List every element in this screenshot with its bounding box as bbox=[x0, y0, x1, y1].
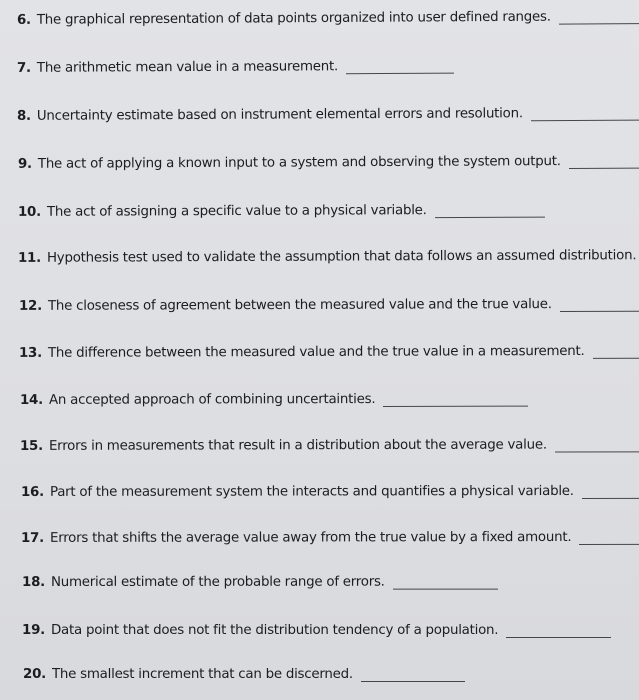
question-15 bbox=[0, 428, 639, 454]
question-text: Uncertainty estimate based on instrument elemental errors and resolution. bbox=[36, 106, 523, 124]
question-number: 14. bbox=[19, 392, 43, 408]
question-20 bbox=[0, 658, 639, 682]
question-text: The smallest increment that can be discerned. bbox=[51, 667, 353, 682]
answer-blank[interactable] bbox=[435, 201, 545, 218]
question-text: The act of assigning a specific value to a physical variable. bbox=[46, 203, 427, 220]
question-number: 16. bbox=[20, 484, 44, 500]
answer-blank[interactable] bbox=[592, 342, 639, 359]
question-number: 8. bbox=[16, 108, 31, 124]
question-text: Errors in measurements that result in a distribution about the average value. bbox=[48, 437, 547, 454]
question-number: 10. bbox=[17, 204, 41, 220]
question-11 bbox=[0, 239, 639, 266]
question-text: Numerical estimate of the probable range of errors. bbox=[50, 574, 385, 590]
question-number: 18. bbox=[21, 574, 45, 590]
question-number: 11. bbox=[17, 250, 41, 266]
question-9 bbox=[0, 145, 639, 172]
question-number: 19. bbox=[22, 623, 45, 638]
question-8 bbox=[0, 97, 639, 124]
question-10 bbox=[0, 193, 639, 220]
answer-blank[interactable] bbox=[393, 573, 498, 590]
question-13 bbox=[0, 335, 639, 361]
answer-blank[interactable] bbox=[506, 621, 611, 638]
answer-blank[interactable] bbox=[383, 390, 528, 407]
answer-blank[interactable] bbox=[579, 528, 639, 545]
question-number: 9. bbox=[17, 156, 32, 172]
question-text: The graphical representation of data points organized into user defined ranges. bbox=[36, 9, 551, 28]
question-14 bbox=[0, 382, 639, 408]
answer-blank[interactable] bbox=[560, 295, 639, 312]
answer-blank[interactable] bbox=[555, 435, 639, 452]
question-text: The closeness of agreement between the measured value and the true value. bbox=[47, 297, 552, 314]
question-6 bbox=[0, 0, 639, 28]
answer-blank[interactable] bbox=[559, 7, 639, 25]
question-number: 15. bbox=[19, 438, 43, 454]
question-text: Hypothesis test used to validate the assumption that data follows an assumed distribution. bbox=[46, 248, 637, 266]
question-19 bbox=[0, 614, 639, 638]
answer-blank[interactable] bbox=[361, 665, 465, 682]
question-16 bbox=[0, 475, 639, 500]
question-text: Data point that does not fit the distribution tendency of a population. bbox=[50, 623, 499, 638]
answer-blank[interactable] bbox=[569, 152, 639, 169]
question-number: 6. bbox=[16, 12, 31, 28]
question-7 bbox=[0, 49, 639, 76]
answer-blank[interactable] bbox=[582, 482, 639, 499]
question-12 bbox=[0, 288, 639, 314]
question-text: The arithmetic mean value in a measurement. bbox=[36, 59, 339, 76]
question-17 bbox=[0, 521, 639, 546]
question-number: 20. bbox=[23, 667, 46, 682]
question-18 bbox=[0, 565, 639, 590]
question-number: 12. bbox=[18, 298, 42, 314]
question-text: The act of applying a known input to a system and observing the system output. bbox=[37, 154, 561, 172]
question-number: 7. bbox=[16, 60, 31, 76]
question-text: Errors that shifts the average value away from the true value by a fixed amount. bbox=[49, 530, 572, 546]
question-number: 13. bbox=[18, 345, 42, 361]
question-text: Part of the measurement system the interacts and quantifies a physical variable. bbox=[49, 483, 574, 500]
question-text: The difference between the measured value and the true value in a measurement. bbox=[47, 343, 585, 361]
question-text: An accepted approach of combining uncertainties. bbox=[48, 392, 376, 408]
question-number: 17. bbox=[20, 530, 44, 546]
answer-blank[interactable] bbox=[346, 57, 454, 75]
answer-blank[interactable] bbox=[531, 104, 639, 122]
